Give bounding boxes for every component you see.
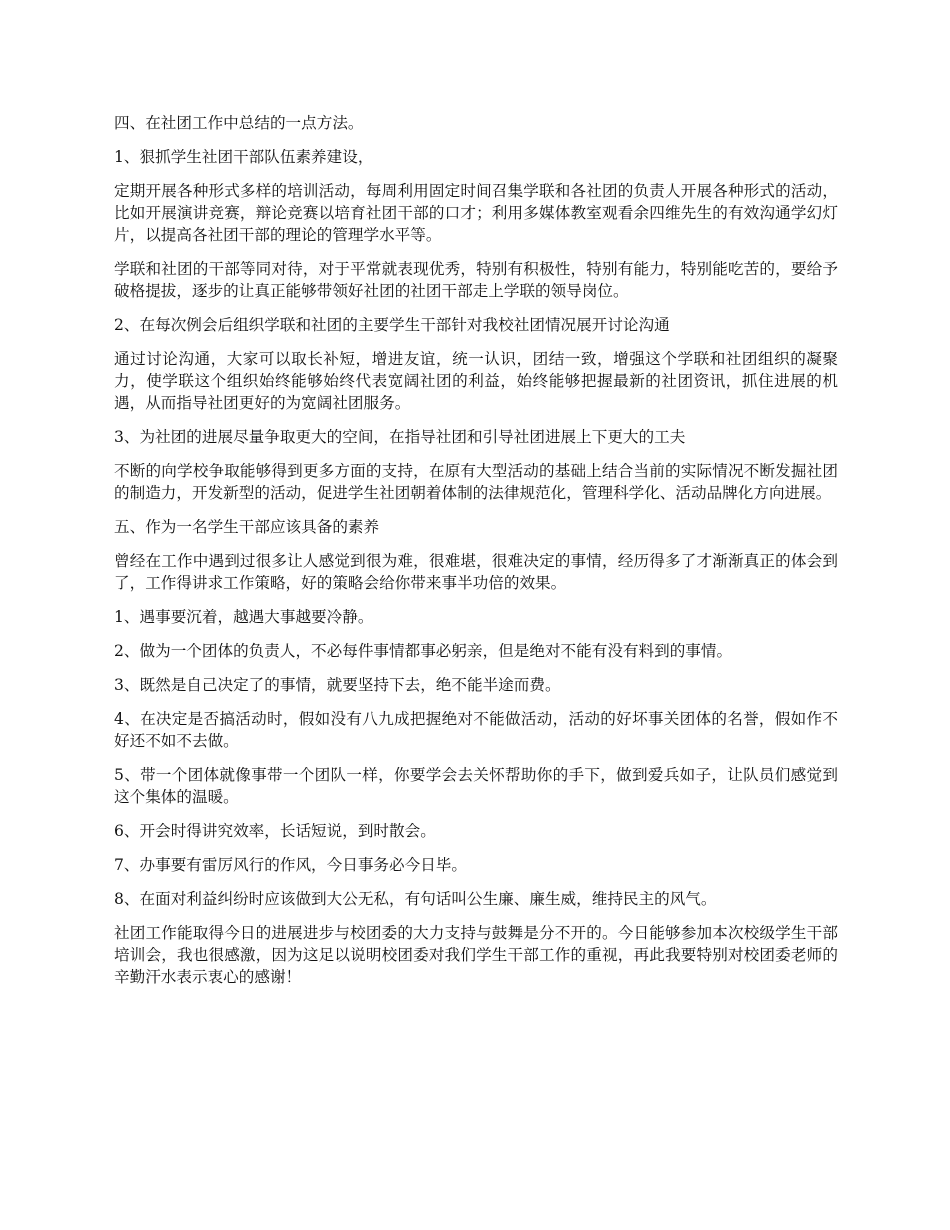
document-page (114, 112, 838, 1000)
section-heading-5: 五、作为一名学生干部应该具备的素养 (114, 518, 380, 536)
list-item: 8、在面对利益纠纷时应该做到大公无私，有句话叫公生廉、廉生威，维持民主的风气。 (114, 890, 717, 908)
list-item: 6、开会时得讲究效率，长话短说，到时散会。 (114, 822, 436, 840)
list-item: 2、做为一个团体的负责人，不必每件事情都事必躬亲，但是绝对不能有没有料到的事情。 (114, 642, 733, 660)
body-paragraph: 学联和社团的干部等同对待，对于平常就表现优秀，特别有积极性，特别有能力，特别能吃苦的，要给予破格提拔，逐步的让真正能够带领好社团的社团干部走上学联的领导岗位。 (114, 260, 838, 300)
body-paragraph: 不断的向学校争取能够得到更多方面的支持，在原有大型活动的基础上结合当前的实际情况不断发掘社团的制造力，开发新型的活动，促进学生社团朝着体制的法律规范化，管理科学化、活动品牌化方向进展。 (114, 462, 838, 502)
item-heading-1: 1、狠抓学生社团干部队伍素养建设， (114, 148, 374, 166)
list-item: 4、在决定是否搞活动时，假如没有八九成把握绝对不能做活动，活动的好坏事关团体的名誉，假如作不好还不如不去做。 (114, 710, 838, 750)
section-heading-4: 四、在社团工作中总结的一点方法。 (114, 114, 364, 132)
body-paragraph: 定期开展各种形式多样的培训活动，每周利用固定时间召集学联和各社团的负责人开展各种形式的活动，比如开展演讲竞赛，辩论竞赛以培育社团干部的口才；利用多媒体教室观看余四维先生的有效沟通学幻灯片，以提高各社团干部的理论的管理学水平等。 (114, 182, 838, 244)
body-paragraph: 曾经在工作中遇到过很多让人感觉到很为难，很难堪，很难决定的事情，经历得多了才渐渐真正的体会到了，工作得讲求工作策略，好的策略会给你带来事半功倍的效果。 (114, 552, 838, 592)
list-item: 1、遇事要沉着，越遇大事越要冷静。 (114, 608, 374, 626)
list-item: 5、带一个团体就像事带一个团队一样，你要学会去关怀帮助你的手下，做到爱兵如子，让队员们感觉到这个集体的温暖。 (114, 766, 838, 806)
item-heading-2: 2、在每次例会后组织学联和社团的主要学生干部针对我校社团情况展开讨论沟通 (114, 316, 670, 334)
list-item: 3、既然是自己决定了的事情，就要坚持下去，绝不能半途而费。 (114, 676, 561, 694)
closing-paragraph: 社团工作能取得今日的进展进步与校团委的大力支持与鼓舞是分不开的。今日能够参加本次校级学生干部培训会，我也很感激，因为这足以说明校团委对我们学生干部工作的重视，再此我要特别对校团委老师的辛勤汗水表示衷心的感谢！ (114, 924, 838, 986)
list-item: 7、办事要有雷厉风行的作风，今日事务必今日毕。 (114, 856, 467, 874)
item-heading-3: 3、为社团的进展尽量争取更大的空间，在指导社团和引导社团进展上下更大的工夫 (114, 428, 686, 446)
body-paragraph: 通过讨论沟通，大家可以取长补短，增进友谊，统一认识，团结一致，增强这个学联和社团组织的凝聚力，使学联这个组织始终能够始终代表宽阔社团的利益，始终能够把握最新的社团资讯，抓住进展的机遇，从而指导社团更好的为宽阔社团服务。 (114, 350, 838, 412)
